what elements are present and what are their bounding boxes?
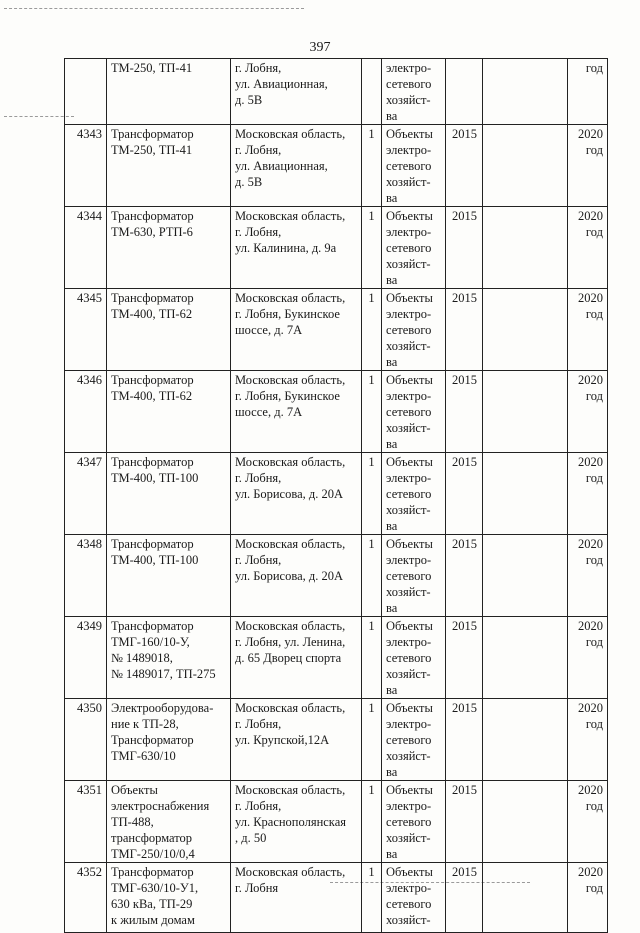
deadline-year: 2020 год xyxy=(568,617,608,699)
asset-address: Московская область, г. Лобня, Букинское шоссе, д. 7А xyxy=(231,289,362,371)
deadline-year: 2020 год xyxy=(568,863,608,933)
acquisition-year: 2015 xyxy=(446,699,483,781)
asset-name: Трансформатор ТМ-400, ТП-62 xyxy=(107,289,231,371)
asset-address: Московская область, г. Лобня xyxy=(231,863,362,933)
empty-cell xyxy=(483,863,568,933)
asset-address: Московская область, г. Лобня, ул. Ленина, д. 65 Дворец спорта xyxy=(231,617,362,699)
acquisition-year: 2015 xyxy=(446,617,483,699)
asset-address: Московская область, г. Лобня, ул. Калинина, д. 9а xyxy=(231,207,362,289)
deadline-year: 2020 год xyxy=(568,125,608,207)
asset-category: Объекты электро- сетевого хозяйст- xyxy=(382,863,446,933)
row-number: 4346 xyxy=(65,371,107,453)
deadline-year: 2020 год xyxy=(568,535,608,617)
asset-name: Трансформатор ТМГ-630/10-У1, 630 кВа, ТП-29 к жилым домам xyxy=(107,863,231,933)
asset-name: Электрооборудова- ние к ТП-28, Трансформатор ТМГ-630/10 xyxy=(107,699,231,781)
asset-name: Трансформатор ТМ-400, ТП-100 xyxy=(107,453,231,535)
row-number: 4350 xyxy=(65,699,107,781)
empty-cell xyxy=(483,699,568,781)
asset-name: Трансформатор ТМ-400, ТП-100 xyxy=(107,535,231,617)
table-row xyxy=(65,535,608,617)
empty-cell xyxy=(483,289,568,371)
table-row xyxy=(65,453,608,535)
asset-quantity: 1 xyxy=(362,781,382,863)
empty-cell xyxy=(483,207,568,289)
table-row xyxy=(65,699,608,781)
acquisition-year: 2015 xyxy=(446,207,483,289)
asset-address: Московская область, г. Лобня, Букинское шоссе, д. 7А xyxy=(231,371,362,453)
asset-quantity: 1 xyxy=(362,289,382,371)
asset-address: Московская область, г. Лобня, ул. Крупской,12А xyxy=(231,699,362,781)
empty-cell xyxy=(483,535,568,617)
asset-quantity: 1 xyxy=(362,535,382,617)
table-row xyxy=(65,125,608,207)
asset-name: Трансформатор ТМ-630, РТП-6 xyxy=(107,207,231,289)
table-row xyxy=(65,371,608,453)
row-number: 4351 xyxy=(65,781,107,863)
acquisition-year: 2015 xyxy=(446,289,483,371)
table-row xyxy=(65,59,608,125)
acquisition-year: 2015 xyxy=(446,781,483,863)
acquisition-year: 2015 xyxy=(446,371,483,453)
empty-cell xyxy=(483,617,568,699)
asset-quantity: 1 xyxy=(362,453,382,535)
asset-quantity: 1 xyxy=(362,863,382,933)
asset-name: Объекты электроснабжения ТП-488, трансформатор ТМГ-250/10/0,4 xyxy=(107,781,231,863)
asset-category: Объекты электро- сетевого хозяйст- ва xyxy=(382,371,446,453)
asset-category: Объекты электро- сетевого хозяйст- ва xyxy=(382,617,446,699)
row-number: 4352 xyxy=(65,863,107,933)
asset-name: Трансформатор ТМ-250, ТП-41 xyxy=(107,125,231,207)
asset-quantity xyxy=(362,59,382,125)
row-number: 4347 xyxy=(65,453,107,535)
asset-quantity: 1 xyxy=(362,125,382,207)
empty-cell xyxy=(483,125,568,207)
asset-quantity: 1 xyxy=(362,207,382,289)
asset-address: Московская область, г. Лобня, ул. Краснополянская , д. 50 xyxy=(231,781,362,863)
row-number: 4348 xyxy=(65,535,107,617)
table-row xyxy=(65,617,608,699)
asset-category: электро- сетевого хозяйст- ва xyxy=(382,59,446,125)
deadline-year: 2020 год xyxy=(568,699,608,781)
asset-category: Объекты электро- сетевого хозяйст- ва xyxy=(382,535,446,617)
acquisition-year xyxy=(446,59,483,125)
asset-quantity: 1 xyxy=(362,371,382,453)
acquisition-year: 2015 xyxy=(446,125,483,207)
deadline-year: 2020 год xyxy=(568,289,608,371)
asset-name: Трансформатор ТМ-400, ТП-62 xyxy=(107,371,231,453)
row-number: 4345 xyxy=(65,289,107,371)
deadline-year: 2020 год xyxy=(568,781,608,863)
page-number: 397 xyxy=(309,40,331,55)
table-row xyxy=(65,781,608,863)
row-number: 4349 xyxy=(65,617,107,699)
deadline-year: 2020 год xyxy=(568,453,608,535)
asset-category: Объекты электро- сетевого хозяйст- ва xyxy=(382,289,446,371)
table-row xyxy=(65,863,608,933)
asset-quantity: 1 xyxy=(362,699,382,781)
asset-category: Объекты электро- сетевого хозяйст- ва xyxy=(382,699,446,781)
deadline-year: 2020 год xyxy=(568,207,608,289)
asset-address: г. Лобня, ул. Авиационная, д. 5В xyxy=(231,59,362,125)
empty-cell xyxy=(483,59,568,125)
acquisition-year: 2015 xyxy=(446,453,483,535)
asset-category: Объекты электро- сетевого хозяйст- ва xyxy=(382,781,446,863)
acquisition-year: 2015 xyxy=(446,535,483,617)
table-row xyxy=(65,289,608,371)
asset-address: Московская область, г. Лобня, ул. Борисова, д. 20А xyxy=(231,453,362,535)
empty-cell xyxy=(483,781,568,863)
deadline-year: 2020 год xyxy=(568,371,608,453)
asset-name: ТМ-250, ТП-41 xyxy=(107,59,231,125)
asset-category: Объекты электро- сетевого хозяйст- ва xyxy=(382,207,446,289)
asset-address: Московская область, г. Лобня, ул. Авиационная, д. 5В xyxy=(231,125,362,207)
row-number: 4344 xyxy=(65,207,107,289)
asset-category: Объекты электро- сетевого хозяйст- ва xyxy=(382,125,446,207)
asset-quantity: 1 xyxy=(362,617,382,699)
asset-name: Трансформатор ТМГ-160/10-У, № 1489018, № 1489017, ТП-275 xyxy=(107,617,231,699)
asset-address: Московская область, г. Лобня, ул. Борисова, д. 20А xyxy=(231,535,362,617)
asset-category: Объекты электро- сетевого хозяйст- ва xyxy=(382,453,446,535)
row-number xyxy=(65,59,107,125)
row-number: 4343 xyxy=(65,125,107,207)
deadline-year: год xyxy=(568,59,608,125)
empty-cell xyxy=(483,371,568,453)
acquisition-year: 2015 xyxy=(446,863,483,933)
table-row xyxy=(65,207,608,289)
empty-cell xyxy=(483,453,568,535)
registry-table xyxy=(64,58,608,933)
scan-artifact-top xyxy=(4,8,304,9)
